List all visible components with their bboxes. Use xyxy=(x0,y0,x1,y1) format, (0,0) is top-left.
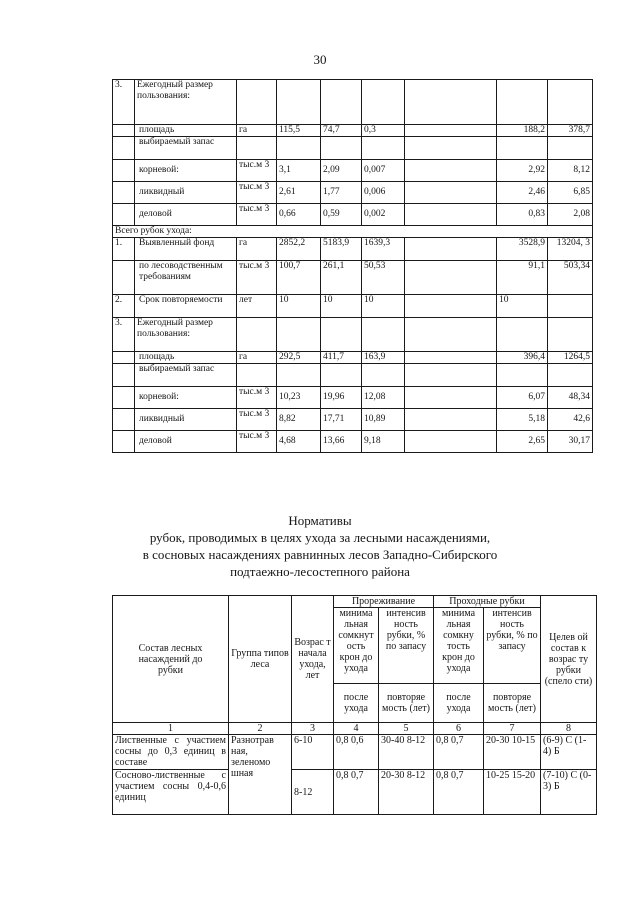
value-cell: 163,9 xyxy=(362,352,405,364)
table-row xyxy=(113,204,593,226)
composition-cell: Сосново-лиственные с участием сосны 0,4-0,6 единиц xyxy=(113,770,229,815)
table-row xyxy=(113,160,593,182)
value-cell xyxy=(405,125,497,137)
value-cell xyxy=(405,295,497,318)
row-label: ликвидный xyxy=(135,409,237,431)
value-cell: 2852,2 xyxy=(277,238,321,261)
value-cell: 20-30 10-15 xyxy=(484,735,541,770)
header-min-density: минима льная сомкну тость крон до ухода xyxy=(434,608,484,684)
column-number: 8 xyxy=(541,723,597,735)
table-row xyxy=(113,182,593,204)
value-cell: 6,85 xyxy=(548,182,593,204)
value-cell: 10-25 15-20 xyxy=(484,770,541,815)
value-cell: 2,46 xyxy=(497,182,548,204)
value-cell: 1264,5 xyxy=(548,352,593,364)
composition-cell: Лиственные с участием сосны до 0,3 единиц в составе xyxy=(113,735,229,770)
table-row xyxy=(113,137,593,160)
value-cell: 19,96 xyxy=(321,387,362,409)
value-cell: 10 xyxy=(321,295,362,318)
value-cell: 6,07 xyxy=(497,387,548,409)
value-cell: 292,5 xyxy=(277,352,321,364)
section-label: Всего рубок ухода: xyxy=(113,226,593,238)
value-cell: 12,08 xyxy=(362,387,405,409)
row-number: 3. xyxy=(113,318,135,352)
cutting-volumes-table xyxy=(112,79,593,453)
unit-cell: лет xyxy=(237,295,277,318)
value-cell: 188,2 xyxy=(497,125,548,137)
header-repeat: повторяе мость (лет) xyxy=(379,684,434,723)
value-cell: 5183,9 xyxy=(321,238,362,261)
row-label: площадь xyxy=(135,352,237,364)
value-cell: 8,82 xyxy=(277,409,321,431)
unit-cell: га xyxy=(237,125,277,137)
unit-cell: тыс.м 3 xyxy=(237,261,277,295)
table-row xyxy=(113,431,593,453)
value-cell: 3528,9 xyxy=(497,238,548,261)
value-cell: 0,59 xyxy=(321,204,362,226)
value-cell: 74,7 xyxy=(321,125,362,137)
value-cell: 261,1 xyxy=(321,261,362,295)
value-cell: 17,71 xyxy=(321,409,362,431)
heading-line: в сосновых насаждениях равнинных лесов Западно-Сибирского xyxy=(142,547,498,562)
value-cell: 5,18 xyxy=(497,409,548,431)
column-number-row xyxy=(113,723,597,735)
forest-group-cell: Разнотрав ная, зеленомо шная xyxy=(229,735,292,815)
column-number: 5 xyxy=(379,723,434,735)
value-cell: 10 xyxy=(277,295,321,318)
unit-cell: га xyxy=(237,352,277,364)
unit-cell: тыс.м 3 xyxy=(237,431,277,453)
value-cell xyxy=(405,352,497,364)
unit-cell: тыс.м 3 xyxy=(237,409,277,431)
value-cell: 0,3 xyxy=(362,125,405,137)
column-number: 7 xyxy=(484,723,541,735)
unit-cell: тыс.м 3 xyxy=(237,204,277,226)
value-cell: 411,7 xyxy=(321,352,362,364)
unit-cell: тыс.м 3 xyxy=(237,387,277,409)
value-cell: 91,1 xyxy=(497,261,548,295)
row-label: Выявленный фонд xyxy=(135,238,237,261)
value-cell: 503,34 xyxy=(548,261,593,295)
row-number: 1. xyxy=(113,238,135,261)
header-intensity: интенсив ность рубки, % по запасу xyxy=(484,608,541,684)
row-label: ликвидный xyxy=(135,182,237,204)
header-after-care: после ухода xyxy=(334,684,379,723)
value-cell: 0,83 xyxy=(497,204,548,226)
value-cell: 2,92 xyxy=(497,160,548,182)
value-cell: 9,18 xyxy=(362,431,405,453)
row-number: 2. xyxy=(113,295,135,318)
table-row xyxy=(113,125,593,137)
table-row xyxy=(113,364,593,387)
value-cell xyxy=(405,387,497,409)
unit-cell: тыс.м 3 xyxy=(237,160,277,182)
value-cell xyxy=(405,182,497,204)
header-thinning: Прореживание xyxy=(334,596,434,608)
row-label: Ежегодный размер пользования: xyxy=(135,80,237,125)
table-row xyxy=(113,261,593,295)
value-cell: 0,8 0,7 xyxy=(434,770,484,815)
heading-line: подтаежно-лесостепного района xyxy=(230,564,410,579)
value-cell: 50,53 xyxy=(362,261,405,295)
value-cell: 0,002 xyxy=(362,204,405,226)
value-cell: 0,006 xyxy=(362,182,405,204)
value-cell xyxy=(405,204,497,226)
row-label: по лесоводственным требованиям xyxy=(135,261,237,295)
row-label: деловой xyxy=(135,431,237,453)
value-cell: 1,77 xyxy=(321,182,362,204)
table-row xyxy=(113,318,593,352)
header-target-composition: Целев ой состав к возрас ту рубки (спело сти) xyxy=(541,596,597,723)
value-cell: 2,08 xyxy=(548,204,593,226)
value-cell: 2,65 xyxy=(497,431,548,453)
value-cell xyxy=(405,261,497,295)
value-cell: 0,66 xyxy=(277,204,321,226)
value-cell xyxy=(405,409,497,431)
value-cell: 10 xyxy=(497,295,548,318)
row-label: корневой: xyxy=(135,387,237,409)
table-row xyxy=(113,735,597,770)
page-number: 30 xyxy=(313,52,327,67)
value-cell: (7-10) С (0-3) Б xyxy=(541,770,597,815)
table-row xyxy=(113,295,593,318)
value-cell: 10 xyxy=(362,295,405,318)
value-cell: 115,5 xyxy=(277,125,321,137)
row-label: выбираемый запас xyxy=(135,137,237,160)
value-cell xyxy=(405,431,497,453)
value-cell: 0,8 0,7 xyxy=(434,735,484,770)
value-cell: 378,7 xyxy=(548,125,593,137)
row-number: 3. xyxy=(113,80,135,125)
header-composition: Состав лесных насаждений до рубки xyxy=(113,596,229,723)
value-cell: 20-30 8-12 xyxy=(379,770,434,815)
value-cell: 48,34 xyxy=(548,387,593,409)
value-cell xyxy=(405,160,497,182)
value-cell xyxy=(548,295,593,318)
value-cell: 4,68 xyxy=(277,431,321,453)
header-repeat: повторяе мость (лет) xyxy=(484,684,541,723)
value-cell: 0,007 xyxy=(362,160,405,182)
row-label: Ежегодный размер пользования: xyxy=(135,318,237,352)
value-cell: 42,6 xyxy=(548,409,593,431)
table-row xyxy=(113,352,593,364)
value-cell xyxy=(405,238,497,261)
header-forest-group: Группа типов леса xyxy=(229,596,292,723)
header-start-age: Возрас т начала ухода, лет xyxy=(292,596,334,723)
table-row xyxy=(113,770,597,815)
value-cell: 30-40 8-12 xyxy=(379,735,434,770)
value-cell: 0,8 0,7 xyxy=(334,770,379,815)
header-after-care: после ухода xyxy=(434,684,484,723)
age-cell: 6-10 xyxy=(292,735,334,770)
value-cell: 100,7 xyxy=(277,261,321,295)
value-cell: 30,17 xyxy=(548,431,593,453)
row-label: Срок повторяемости xyxy=(135,295,237,318)
column-number: 1 xyxy=(113,723,229,735)
value-cell: 1639,3 xyxy=(362,238,405,261)
column-number: 3 xyxy=(292,723,334,735)
table-row xyxy=(113,409,593,431)
table-header-row xyxy=(113,596,597,608)
value-cell: 8,12 xyxy=(548,160,593,182)
column-number: 4 xyxy=(334,723,379,735)
column-number: 2 xyxy=(229,723,292,735)
value-cell: 13,66 xyxy=(321,431,362,453)
value-cell: 10,23 xyxy=(277,387,321,409)
row-label: площадь xyxy=(135,125,237,137)
header-passage-cutting: Проходные рубки xyxy=(434,596,541,608)
table-row xyxy=(113,387,593,409)
table-row xyxy=(113,80,593,125)
value-cell: 0,8 0,6 xyxy=(334,735,379,770)
unit-cell: тыс.м 3 xyxy=(237,182,277,204)
header-min-density: минима льная сомкнут ость крон до ухода xyxy=(334,608,379,684)
row-label: деловой xyxy=(135,204,237,226)
value-cell: 13204, 3 xyxy=(548,238,593,261)
value-cell: 3,1 xyxy=(277,160,321,182)
value-cell: 10,89 xyxy=(362,409,405,431)
table-row xyxy=(113,238,593,261)
heading-title: Нормативы xyxy=(288,513,352,528)
value-cell: (6-9) С (1-4) Б xyxy=(541,735,597,770)
column-number: 6 xyxy=(434,723,484,735)
value-cell: 2,61 xyxy=(277,182,321,204)
thinning-norms-table xyxy=(112,595,597,815)
value-cell: 396,4 xyxy=(497,352,548,364)
table-row xyxy=(113,226,593,238)
header-intensity: интенсив ность рубки, % по запасу xyxy=(379,608,434,684)
heading-line: рубок, проводимых в целях ухода за лесными насаждениями, xyxy=(149,530,491,545)
unit-cell: га xyxy=(237,238,277,261)
age-cell: 8-12 xyxy=(292,770,334,815)
row-label: выбираемый запас xyxy=(135,364,237,387)
row-label: корневой: xyxy=(135,160,237,182)
value-cell: 2,09 xyxy=(321,160,362,182)
